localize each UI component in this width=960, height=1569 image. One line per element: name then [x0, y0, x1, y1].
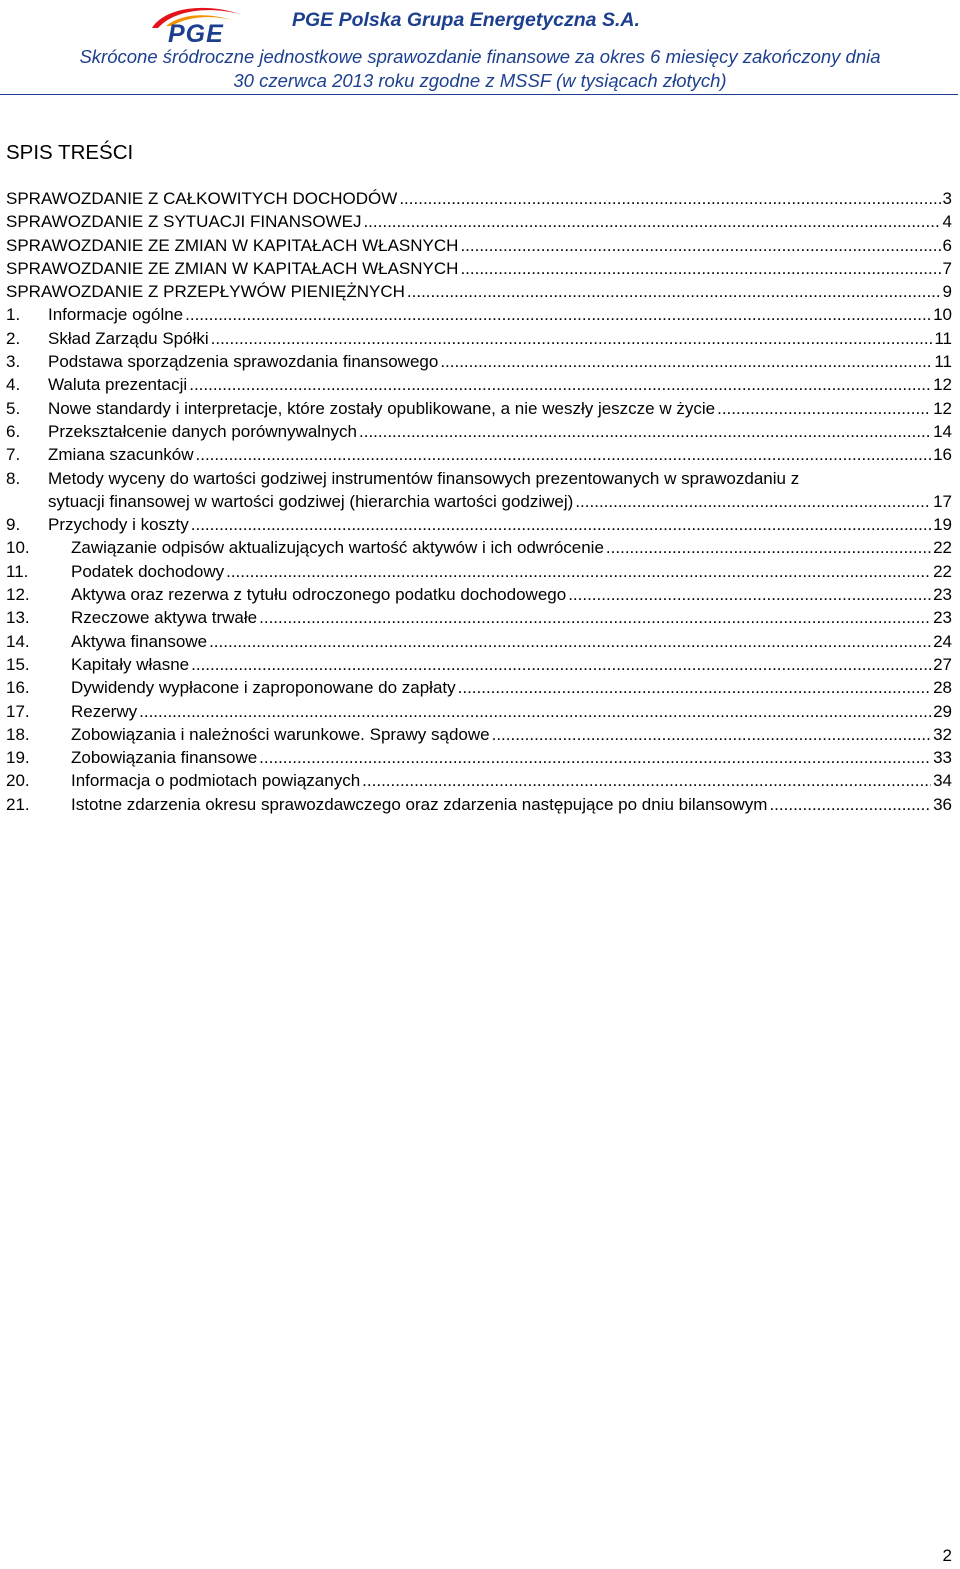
toc-entry[interactable] [6, 793, 952, 816]
toc-entry-title: SPRAWOZDANIE ZE ZMIAN W KAPITAŁACH WŁASNYCH [6, 235, 459, 255]
toc-entry-page: 22 [933, 538, 952, 558]
toc-entry-title: Waluta prezentacji [48, 375, 188, 395]
toc-entry-page: 29 [933, 701, 952, 721]
toc-entry-number: 11. [6, 561, 29, 581]
toc-entry-page: 23 [933, 608, 952, 628]
toc-entry-title: Zobowiązania finansowe [71, 748, 258, 768]
table-of-contents [6, 187, 952, 816]
page-number: 2 [942, 1546, 952, 1565]
toc-entry-title-line-1: Metody wyceny do wartości godziwej instrumentów finansowych prezentowanych w sprawozdaniu z [48, 468, 800, 488]
toc-entry-number: 17. [6, 701, 30, 721]
header-divider [0, 94, 958, 95]
toc-leader-dots [185, 303, 931, 326]
toc-leader-dots [362, 769, 931, 792]
toc-entry-title: Nowe standardy i interpretacje, które zostały opublikowane, a nie weszły jeszcze w życie [48, 398, 716, 418]
toc-entry-title: Aktywa oraz rezerwa z tytułu odroczonego podatku dochodowego [71, 585, 567, 605]
toc-leader-dots [359, 420, 931, 443]
toc-entry-number: 10. [6, 538, 30, 558]
toc-entry-page: 4 [942, 212, 952, 232]
toc-entry-page: 23 [933, 585, 952, 605]
toc-entry[interactable] [6, 723, 952, 746]
toc-entry-title: Informacja o podmiotach powiązanych [71, 771, 361, 791]
toc-leader-dots [399, 187, 940, 210]
toc-entry-page: 6 [942, 235, 952, 255]
toc-entry-title: Informacje ogólne [48, 305, 184, 325]
toc-entry[interactable] [6, 560, 952, 583]
company-name: PGE Polska Grupa Energetyczna S.A. [292, 9, 640, 31]
toc-leader-dots [440, 350, 932, 373]
toc-entry-title: Dywidendy wypłacone i zaproponowane do zapłaty [71, 678, 456, 698]
toc-entry-title-block [48, 467, 952, 514]
toc-entry-title-line-2-row [48, 490, 952, 513]
toc-entry-page: 16 [933, 445, 952, 465]
toc-entry-number: 15. [6, 654, 30, 674]
toc-entry-page: 11 [934, 328, 952, 348]
toc-leader-dots [568, 583, 931, 606]
toc-leader-dots [259, 746, 931, 769]
toc-entry-title: SPRAWOZDANIE Z PRZEPŁYWÓW PIENIĘŻNYCH [6, 282, 405, 302]
toc-entry-number: 8. [6, 468, 21, 488]
toc-entry-title: Podatek dochodowy [71, 561, 225, 581]
toc-leader-dots [460, 234, 940, 257]
toc-entry-title: Podstawa sporządzenia sprawozdania finansowego [48, 352, 439, 372]
toc-entry[interactable] [6, 327, 952, 350]
toc-entry[interactable] [6, 420, 952, 443]
toc-entry-number: 14. [6, 631, 30, 651]
toc-entry-page: 28 [933, 678, 952, 698]
toc-entry-page: 19 [933, 515, 952, 535]
toc-entry-number: 5. [6, 398, 21, 418]
toc-leader-dots [226, 560, 931, 583]
toc-entry-page: 24 [933, 631, 952, 651]
toc-entry-title: Zawiązanie odpisów aktualizujących wartość aktywów i ich odwrócenie [71, 538, 604, 558]
toc-entry[interactable] [6, 467, 952, 514]
toc-entry-page: 34 [933, 771, 952, 791]
toc-entry-number: 16. [6, 678, 30, 698]
toc-leader-dots [191, 513, 931, 536]
toc-entry-number: 13. [6, 608, 30, 628]
logo-text: PGE [168, 20, 224, 48]
toc-entry[interactable] [6, 700, 952, 723]
toc-entry[interactable] [6, 630, 952, 653]
toc-entry-page: 12 [933, 375, 952, 395]
toc-entry-title: Rzeczowe aktywa trwałe [71, 608, 258, 628]
toc-leader-dots [769, 793, 931, 816]
toc-entry-title: Zmiana szacunków [48, 445, 194, 465]
toc-leader-dots [139, 700, 931, 723]
toc-entry-number: 4. [6, 375, 21, 395]
toc-entry-page: 33 [933, 748, 952, 768]
toc-leader-dots [492, 723, 931, 746]
toc-entry-title: SPRAWOZDANIE Z SYTUACJI FINANSOWEJ [6, 212, 362, 232]
toc-entry[interactable] [6, 350, 952, 373]
toc-leader-dots [460, 257, 940, 280]
toc-entry-number: 3. [6, 352, 21, 372]
toc-leader-dots [259, 606, 931, 629]
toc-entry[interactable] [6, 210, 952, 233]
toc-entry[interactable] [6, 513, 952, 536]
toc-entry-number: 9. [6, 515, 21, 535]
toc-entry[interactable] [6, 397, 952, 420]
toc-entry[interactable] [6, 373, 952, 396]
toc-entry[interactable] [6, 583, 952, 606]
toc-entry-page: 14 [933, 421, 952, 441]
toc-leader-dots [606, 536, 931, 559]
toc-entry[interactable] [6, 257, 952, 280]
toc-entry-page: 32 [933, 724, 952, 744]
toc-entry-title: Przychody i koszty [48, 515, 189, 535]
toc-entry[interactable] [6, 676, 952, 699]
toc-entry-page: 12 [933, 398, 952, 418]
toc-entry-title: SPRAWOZDANIE Z CAŁKOWITYCH DOCHODÓW [6, 189, 398, 208]
toc-entry-page: 9 [942, 282, 952, 302]
toc-entry-title-line-2: sytuacji finansowej w wartości godziwej (hierarchia wartości godziwej) [48, 491, 574, 511]
toc-entry-number: 7. [6, 445, 21, 465]
toc-entry[interactable] [6, 303, 952, 326]
toc-entry-number: 21. [6, 794, 30, 814]
toc-entry[interactable] [6, 653, 952, 676]
toc-entry[interactable] [6, 536, 952, 559]
toc-leader-dots [363, 210, 940, 233]
toc-entry-title: SPRAWOZDANIE ZE ZMIAN W KAPITAŁACH WŁASNYCH [6, 258, 459, 278]
toc-entry-page: 7 [942, 258, 952, 278]
report-subtitle-line-2: 30 czerwca 2013 roku zgodne z MSSF (w tysiącach złotych) [233, 70, 727, 91]
toc-entry-page: 10 [933, 305, 952, 325]
toc-entry-page: 36 [933, 794, 952, 814]
toc-leader-dots [458, 676, 931, 699]
toc-entry-title: Aktywa finansowe [71, 631, 208, 651]
toc-entry[interactable] [6, 280, 952, 303]
toc-entry-page: 22 [933, 561, 952, 581]
toc-entry-number: 6. [6, 421, 21, 441]
toc-entry-title: Zobowiązania i należności warunkowe. Sprawy sądowe [71, 724, 490, 744]
toc-entry[interactable] [6, 769, 952, 792]
toc-entry-number: 18. [6, 724, 30, 744]
toc-entry-number: 19. [6, 748, 30, 768]
toc-entry-number: 20. [6, 771, 30, 791]
toc-entry-page: 17 [933, 491, 952, 511]
toc-leader-dots [211, 327, 933, 350]
toc-entry[interactable] [6, 746, 952, 769]
toc-entry-number: 1. [6, 305, 21, 325]
toc-leader-dots [191, 653, 931, 676]
toc-leader-dots [407, 280, 941, 303]
page-header [0, 0, 960, 96]
toc-leader-dots [196, 443, 932, 466]
toc-entry-page: 11 [934, 352, 952, 372]
toc-entry-number: 2. [6, 328, 21, 348]
toc-entry[interactable] [6, 187, 952, 210]
toc-entry[interactable] [6, 443, 952, 466]
toc-leader-dots [209, 630, 931, 653]
toc-entry[interactable] [6, 606, 952, 629]
report-subtitle-line-1: Skrócone śródroczne jednostkowe sprawozdanie finansowe za okres 6 miesięcy zakończony dnia [79, 46, 881, 67]
toc-entry-title: Skład Zarządu Spółki [48, 328, 209, 348]
toc-heading: SPIS TREŚCI [6, 141, 134, 164]
toc-entry-number: 12. [6, 585, 30, 605]
toc-leader-dots [189, 373, 931, 396]
toc-entry-page: 27 [933, 654, 952, 674]
toc-entry-title: Kapitały własne [71, 654, 190, 674]
toc-leader-dots [717, 397, 931, 420]
toc-entry-title: Przekształcenie danych porównywalnych [48, 421, 357, 441]
toc-entry-page: 3 [942, 189, 952, 208]
toc-leader-dots [575, 490, 931, 513]
toc-entry-title: Istotne zdarzenia okresu sprawozdawczego oraz zdarzenia następujące po dniu bilansowym [71, 794, 768, 814]
pge-logo [144, 4, 244, 46]
toc-entry[interactable] [6, 234, 952, 257]
toc-entry-title: Rezerwy [71, 701, 138, 721]
